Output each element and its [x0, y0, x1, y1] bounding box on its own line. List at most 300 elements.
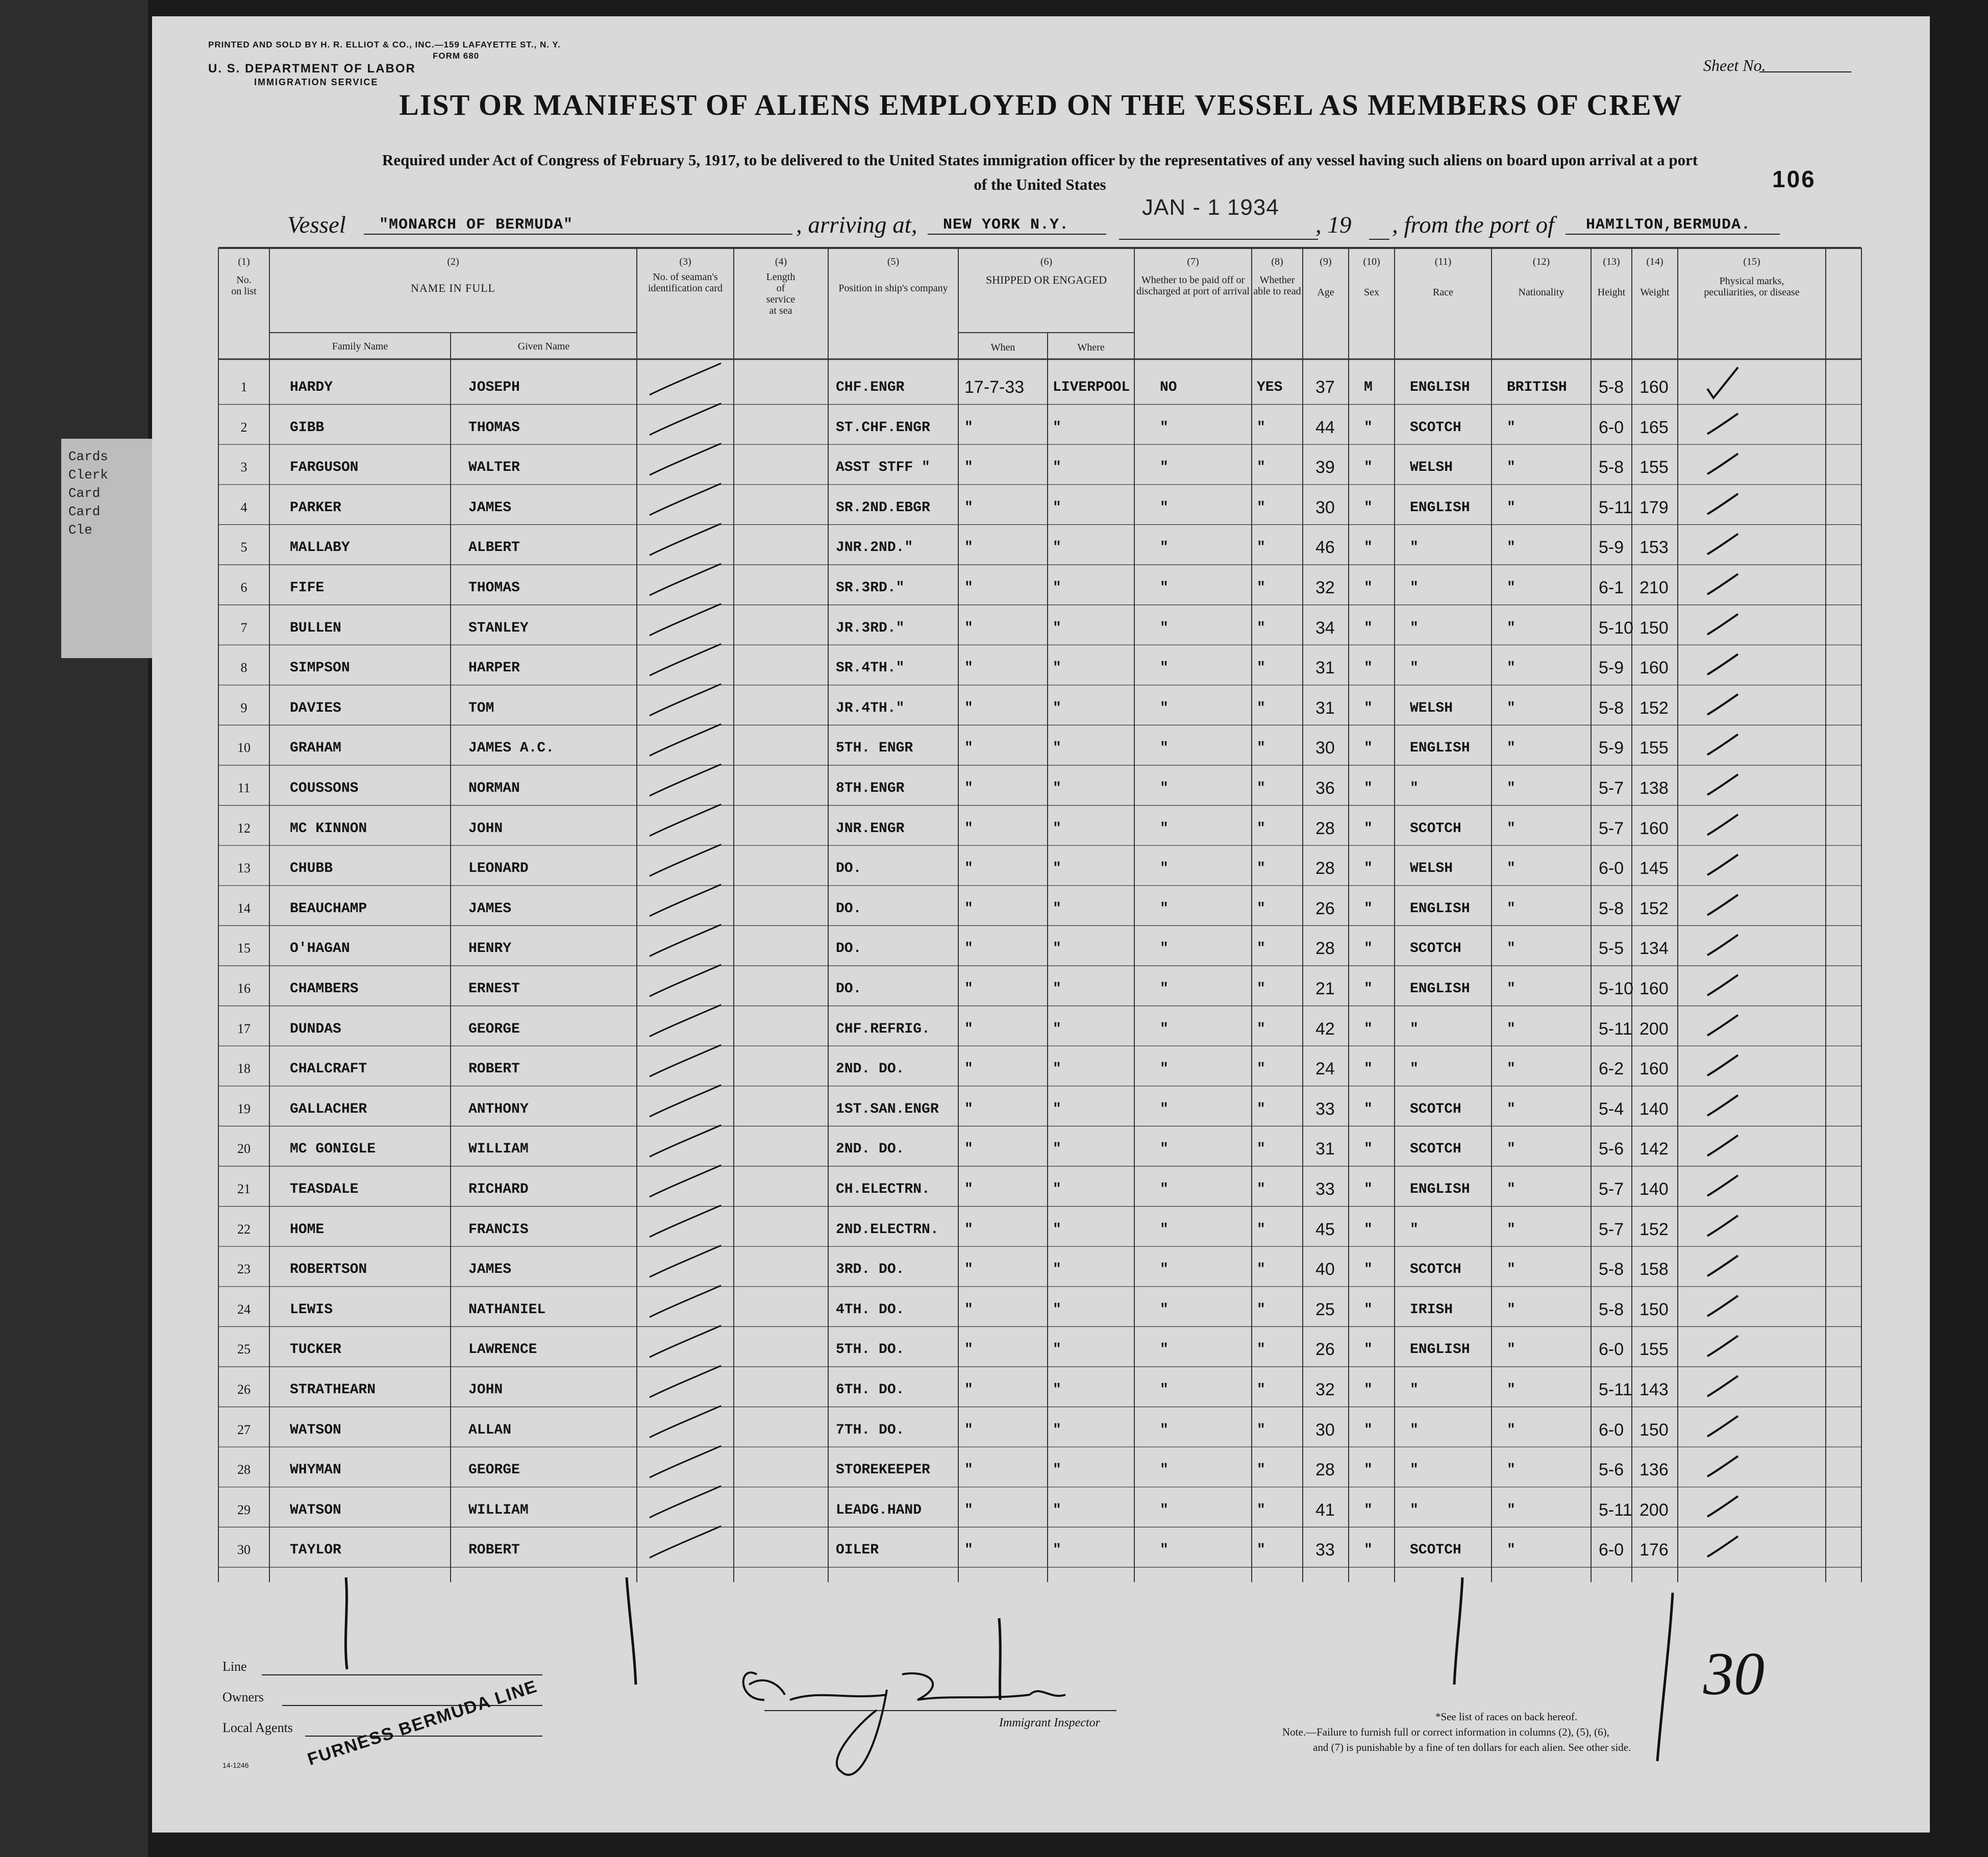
col-number: (7): [1187, 256, 1199, 267]
row-number: 27: [237, 1422, 251, 1437]
sex-cell: ": [1364, 1221, 1373, 1238]
weight-cell: 140: [1639, 1099, 1669, 1119]
page-title: LIST OR MANIFEST OF ALIENS EMPLOYED ON THE VESSEL AS MEMBERS OF CREW: [399, 88, 1683, 121]
col-number: (5): [887, 256, 900, 267]
weight-cell: 152: [1639, 1219, 1669, 1239]
local-agents-label: Local Agents: [222, 1720, 293, 1735]
position-cell: STOREKEEPER: [836, 1462, 930, 1478]
sex-cell: ": [1364, 1342, 1373, 1358]
shipped-when-cell: ": [964, 499, 973, 516]
family-name-cell: BULLEN: [290, 620, 341, 636]
col-number: (8): [1271, 256, 1283, 267]
sex-cell: ": [1364, 1021, 1373, 1037]
sex-cell: ": [1364, 499, 1373, 516]
row-number: 7: [240, 620, 247, 635]
row-number: 20: [237, 1141, 251, 1157]
height-cell: 5-11: [1599, 1500, 1632, 1520]
age-cell: 34: [1315, 618, 1335, 638]
height-cell: 6-0: [1599, 1340, 1624, 1360]
shipped-where-cell: ": [1053, 820, 1061, 837]
height-cell: 5-7: [1599, 779, 1624, 798]
race-cell: SCOTCH: [1410, 941, 1461, 957]
able-to-read-cell: ": [1257, 1141, 1265, 1158]
height-cell: 5-8: [1599, 898, 1624, 918]
nationality-cell: ": [1507, 1422, 1515, 1438]
given-name-cell: HENRY: [468, 941, 512, 957]
height-cell: 6-2: [1599, 1059, 1624, 1079]
shipped-when-cell: ": [964, 820, 973, 837]
weight-cell: 145: [1639, 859, 1669, 879]
family-name-cell: STRATHEARN: [290, 1382, 376, 1398]
scan-edge: [0, 0, 148, 1857]
height-cell: 5-5: [1599, 939, 1624, 959]
age-cell: 24: [1315, 1059, 1335, 1079]
nationality-cell: ": [1507, 419, 1515, 436]
row-number: 18: [237, 1061, 251, 1076]
fine-note: Note.—Failure to furnish full or correct information in columns (2), (5), (6),: [1282, 1726, 1609, 1738]
page-number: 106: [1772, 166, 1816, 192]
age-cell: 41: [1315, 1500, 1335, 1520]
able-to-read-cell: ": [1257, 419, 1265, 436]
side-card: [61, 439, 163, 658]
able-to-read-cell: ": [1257, 1021, 1265, 1037]
able-to-read-cell: ": [1257, 1462, 1265, 1478]
height-cell: 5-10: [1599, 618, 1634, 638]
col2a-header: Family Name: [332, 341, 388, 352]
paid-off-cell: ": [1160, 580, 1169, 596]
height-cell: 5-11: [1599, 1019, 1632, 1039]
paid-off-cell: ": [1160, 1301, 1169, 1318]
col-number: (12): [1532, 256, 1550, 267]
family-name-cell: ROBERTSON: [290, 1262, 367, 1278]
row-number: 13: [237, 861, 251, 876]
tally-stroke: [627, 1577, 636, 1685]
given-name-cell: HARPER: [468, 660, 520, 676]
row-number: 10: [237, 740, 251, 756]
nationality-cell: ": [1507, 820, 1515, 837]
row-number: 3: [240, 460, 247, 475]
row-number: 28: [237, 1462, 251, 1477]
age-cell: 30: [1315, 1420, 1335, 1440]
paid-off-cell: ": [1160, 900, 1169, 917]
given-name-cell: JOHN: [468, 1382, 503, 1398]
shipped-when-cell: ": [964, 1542, 973, 1559]
able-to-read-cell: YES: [1257, 380, 1283, 395]
able-to-read-cell: ": [1257, 660, 1265, 676]
race-cell: SCOTCH: [1410, 1141, 1461, 1158]
sex-cell: ": [1364, 540, 1373, 556]
weight-cell: 158: [1639, 1260, 1669, 1279]
weight-cell: 140: [1639, 1180, 1669, 1199]
sex-cell: ": [1364, 781, 1373, 796]
weight-cell: 160: [1639, 378, 1669, 397]
position-cell: JNR.ENGR: [836, 820, 905, 837]
able-to-read-cell: ": [1257, 1342, 1265, 1358]
paid-off-cell: ": [1160, 660, 1169, 676]
race-cell: WELSH: [1410, 861, 1453, 877]
weight-cell: 150: [1639, 618, 1669, 638]
family-name-cell: BEAUCHAMP: [290, 900, 367, 917]
able-to-read-cell: ": [1257, 1182, 1265, 1197]
shipped-when-cell: ": [964, 900, 973, 917]
able-to-read-cell: ": [1257, 620, 1265, 636]
age-cell: 32: [1315, 1380, 1335, 1399]
given-name-cell: ROBERT: [468, 1542, 520, 1559]
handwriting-layer: [152, 16, 1930, 1833]
given-name-cell: GEORGE: [468, 1462, 520, 1478]
position-cell: DO.: [836, 861, 862, 877]
sex-cell: ": [1364, 419, 1373, 436]
weight-cell: 210: [1639, 578, 1669, 597]
col-title: Weight: [1640, 287, 1670, 298]
sex-cell: ": [1364, 1141, 1373, 1158]
family-name-cell: HOME: [290, 1221, 325, 1238]
shipped-when-cell: ": [964, 781, 973, 796]
position-cell: JR.4TH.": [836, 700, 905, 716]
family-name-cell: TUCKER: [290, 1342, 341, 1358]
position-cell: 5TH. ENGR: [836, 740, 913, 757]
race-cell: ENGLISH: [1410, 1182, 1470, 1197]
position-cell: DO.: [836, 941, 862, 957]
weight-cell: 155: [1639, 458, 1669, 478]
given-name-cell: ERNEST: [468, 981, 520, 997]
position-cell: CH.ELECTRN.: [836, 1182, 930, 1197]
given-name-cell: ALBERT: [468, 540, 520, 556]
weight-cell: 150: [1639, 1299, 1669, 1319]
given-name-cell: THOMAS: [468, 580, 520, 596]
race-cell: WELSH: [1410, 460, 1453, 476]
col-number: (10): [1363, 256, 1380, 267]
paid-off-cell: NO: [1160, 380, 1177, 395]
sex-cell: ": [1364, 1462, 1373, 1478]
able-to-read-cell: ": [1257, 900, 1265, 917]
col-title: Physical marks, peculiarities, or disease: [1704, 275, 1800, 298]
paid-off-cell: ": [1160, 1462, 1169, 1478]
race-cell: SCOTCH: [1410, 1542, 1461, 1559]
nationality-cell: ": [1507, 660, 1515, 676]
row-number: 12: [237, 820, 251, 836]
shipped-when-cell: ": [964, 1301, 973, 1318]
shipped-where-cell: ": [1053, 1542, 1061, 1559]
height-cell: 5-11: [1599, 497, 1632, 517]
col-number: (2): [447, 256, 459, 267]
age-cell: 33: [1315, 1180, 1335, 1199]
height-cell: 5-8: [1599, 698, 1624, 718]
family-name-cell: GIBB: [290, 419, 325, 436]
shipped-when-cell: ": [964, 1021, 973, 1037]
nationality-cell: ": [1507, 941, 1515, 957]
sex-cell: ": [1364, 1382, 1373, 1398]
paid-off-cell: ": [1160, 1382, 1169, 1398]
paid-off-cell: ": [1160, 1542, 1169, 1559]
col-number: (6): [1040, 256, 1053, 267]
shipped-where-cell: ": [1053, 620, 1061, 636]
row-number: 17: [237, 1021, 251, 1036]
height-cell: 5-8: [1599, 1299, 1624, 1319]
paid-off-cell: ": [1160, 1221, 1169, 1238]
sex-cell: ": [1364, 1542, 1373, 1559]
col6b-header: Where: [1077, 342, 1105, 353]
age-cell: 26: [1315, 1340, 1335, 1360]
col-number: (3): [679, 256, 691, 267]
sex-cell: ": [1364, 1422, 1373, 1438]
position-cell: 2ND.ELECTRN.: [836, 1221, 939, 1238]
position-cell: ST.CHF.ENGR: [836, 419, 930, 436]
able-to-read-cell: ": [1257, 1382, 1265, 1398]
given-name-cell: ROBERT: [468, 1061, 520, 1077]
nationality-cell: ": [1507, 900, 1515, 917]
shipped-where-cell: ": [1053, 781, 1061, 796]
paid-off-cell: ": [1160, 1141, 1169, 1158]
paid-off-cell: ": [1160, 460, 1169, 476]
family-name-cell: LEWIS: [290, 1301, 333, 1318]
shipped-where-cell: ": [1053, 1101, 1061, 1117]
col-number: (1): [238, 256, 250, 267]
weight-cell: 179: [1639, 497, 1669, 517]
row-number: 2: [240, 419, 247, 435]
nationality-cell: ": [1507, 540, 1515, 556]
position-cell: 1ST.SAN.ENGR: [836, 1101, 939, 1117]
weight-cell: 143: [1639, 1380, 1669, 1399]
paid-off-cell: ": [1160, 540, 1169, 556]
shipped-when-cell: ": [964, 1502, 973, 1518]
col-title: NAME IN FULL: [411, 282, 495, 294]
row-number: 1: [240, 380, 247, 394]
paid-off-cell: ": [1160, 419, 1169, 436]
nationality-cell: ": [1507, 1262, 1515, 1278]
row-number: 23: [237, 1262, 251, 1277]
side-card-line: Card: [68, 486, 101, 501]
position-cell: 5TH. DO.: [836, 1342, 905, 1358]
col-title: Nationality: [1518, 287, 1564, 298]
shipped-where-cell: ": [1053, 1182, 1061, 1197]
given-name-cell: WALTER: [468, 460, 520, 476]
col-title: Age: [1317, 287, 1334, 298]
height-cell: 5-7: [1599, 818, 1624, 838]
col-title: Sex: [1364, 287, 1379, 298]
weight-cell: 200: [1639, 1019, 1669, 1039]
able-to-read-cell: ": [1257, 499, 1265, 516]
weight-cell: 160: [1639, 1059, 1669, 1079]
sex-cell: ": [1364, 1061, 1373, 1077]
shipped-when-cell: ": [964, 1462, 973, 1478]
height-cell: 6-0: [1599, 859, 1624, 879]
col-title: SHIPPED OR ENGAGED: [985, 273, 1107, 286]
position-cell: JR.3RD.": [836, 620, 905, 636]
race-cell: ENGLISH: [1410, 900, 1470, 917]
family-name-cell: MC GONIGLE: [290, 1141, 376, 1158]
nationality-cell: ": [1507, 861, 1515, 877]
col-number: (14): [1646, 256, 1663, 267]
shipped-where-cell: ": [1053, 1462, 1061, 1478]
shipped-when-cell: ": [964, 1382, 973, 1398]
paid-off-cell: ": [1160, 1342, 1169, 1358]
nationality-cell: ": [1507, 1221, 1515, 1238]
age-cell: 33: [1315, 1540, 1335, 1560]
year-prefix: , 19: [1315, 212, 1352, 238]
able-to-read-cell: ": [1257, 820, 1265, 837]
family-name-cell: WATSON: [290, 1422, 341, 1438]
col-title: Length of service at sea: [766, 271, 796, 316]
position-cell: 3RD. DO.: [836, 1262, 905, 1278]
sex-cell: ": [1364, 820, 1373, 837]
shipped-where-cell: ": [1053, 460, 1061, 476]
able-to-read-cell: ": [1257, 981, 1265, 997]
height-cell: 5-7: [1599, 1219, 1624, 1239]
col-number: (13): [1603, 256, 1620, 267]
shipped-when-cell: ": [964, 1141, 973, 1158]
sex-cell: ": [1364, 900, 1373, 917]
race-cell: ": [1410, 660, 1419, 676]
nationality-cell: ": [1507, 1301, 1515, 1318]
service: IMMIGRATION SERVICE: [254, 77, 379, 87]
shipped-where-cell: ": [1053, 900, 1061, 917]
shipped-when-cell: ": [964, 1342, 973, 1358]
department: U. S. DEPARTMENT OF LABOR: [208, 62, 416, 76]
shipped-where-cell: ": [1053, 580, 1061, 596]
sex-cell: ": [1364, 1301, 1373, 1318]
shipped-when-cell: ": [964, 1262, 973, 1278]
height-cell: 5-7: [1599, 1180, 1624, 1199]
shipped-when-cell: ": [964, 620, 973, 636]
row-number: 6: [240, 580, 247, 595]
sex-cell: ": [1364, 620, 1373, 636]
paid-off-cell: ": [1160, 820, 1169, 837]
sex-cell: ": [1364, 580, 1373, 596]
row-number: 14: [237, 900, 251, 916]
shipped-when-cell: ": [964, 660, 973, 676]
col-number: (11): [1434, 256, 1452, 267]
col-title: Position in ship's company: [838, 283, 948, 294]
sex-cell: ": [1364, 740, 1373, 757]
arriving-port: NEW YORK N.Y.: [943, 216, 1070, 234]
row-number: 8: [240, 660, 247, 675]
able-to-read-cell: ": [1257, 861, 1265, 877]
nationality-cell: ": [1507, 460, 1515, 476]
vessel-name: "MONARCH OF BERMUDA": [379, 216, 574, 234]
given-name-cell: LAWRENCE: [468, 1342, 537, 1358]
form-number: FORM 680: [433, 51, 480, 61]
paid-off-cell: ": [1160, 499, 1169, 516]
age-cell: 26: [1315, 898, 1335, 918]
age-cell: 31: [1315, 698, 1335, 718]
sex-cell: ": [1364, 1262, 1373, 1278]
position-cell: JNR.2ND.": [836, 540, 913, 556]
paid-off-cell: ": [1160, 781, 1169, 796]
race-cell: SCOTCH: [1410, 1101, 1461, 1117]
height-cell: 6-0: [1599, 1420, 1624, 1440]
vessel-label: Vessel: [287, 212, 346, 238]
col-title: Whether able to read: [1253, 274, 1301, 297]
height-cell: 6-0: [1599, 417, 1624, 437]
race-cell: ": [1410, 1462, 1419, 1478]
col-title: Race: [1433, 287, 1453, 298]
position-cell: SR.4TH.": [836, 660, 905, 676]
subtitle-line: Required under Act of Congress of February 5, 1917, to be delivered to the United States immigration officer by the representatives of any vessel having such aliens on board upon arrival at a port: [382, 151, 1698, 169]
family-name-cell: MC KINNON: [290, 820, 367, 837]
shipped-when-cell: ": [964, 540, 973, 556]
row-number: 15: [237, 941, 251, 956]
paid-off-cell: ": [1160, 1262, 1169, 1278]
weight-cell: 152: [1639, 898, 1669, 918]
shipped-when-cell: ": [964, 419, 973, 436]
age-cell: 30: [1315, 738, 1335, 758]
race-cell: ENGLISH: [1410, 499, 1470, 516]
able-to-read-cell: ": [1257, 1061, 1265, 1077]
family-name-cell: MALLABY: [290, 540, 350, 556]
manifest-page: [152, 16, 1930, 1833]
shipped-where-cell: ": [1053, 740, 1061, 757]
row-number: 29: [237, 1502, 251, 1517]
paid-off-cell: ": [1160, 740, 1169, 757]
height-cell: 5-8: [1599, 378, 1624, 397]
able-to-read-cell: ": [1257, 740, 1265, 757]
paid-off-cell: ": [1160, 700, 1169, 716]
given-name-cell: THOMAS: [468, 419, 520, 436]
position-cell: DO.: [836, 981, 862, 997]
position-cell: SR.2ND.EBGR: [836, 499, 930, 516]
row-number: 9: [240, 700, 247, 715]
given-name-cell: WILLIAM: [468, 1502, 529, 1518]
race-cell: ENGLISH: [1410, 740, 1470, 757]
position-cell: 2ND. DO.: [836, 1061, 905, 1077]
row-number: 16: [237, 981, 251, 996]
shipped-where-cell: ": [1053, 1422, 1061, 1438]
position-cell: 7TH. DO.: [836, 1422, 905, 1438]
given-name-cell: JAMES: [468, 900, 512, 917]
shipped-when-cell: ": [964, 941, 973, 957]
row-number: 26: [237, 1382, 251, 1397]
from-label: , from the port of: [1392, 212, 1555, 238]
paid-off-cell: ": [1160, 1502, 1169, 1518]
age-cell: 28: [1315, 859, 1335, 879]
height-cell: 6-1: [1599, 578, 1624, 597]
age-cell: 28: [1315, 939, 1335, 959]
able-to-read-cell: ": [1257, 460, 1265, 476]
age-cell: 44: [1315, 417, 1335, 437]
shipped-when-cell: ": [964, 1422, 973, 1438]
given-name-cell: NATHANIEL: [468, 1301, 546, 1318]
race-cell: SCOTCH: [1410, 1262, 1461, 1278]
family-name-cell: WATSON: [290, 1502, 341, 1518]
age-cell: 46: [1315, 538, 1335, 558]
age-cell: 28: [1315, 1460, 1335, 1480]
col-title: No. on list: [231, 274, 257, 297]
race-cell: ": [1410, 1221, 1419, 1238]
shipped-where-cell: ": [1053, 1262, 1061, 1278]
row-number: 25: [237, 1342, 251, 1357]
height-cell: 5-9: [1599, 538, 1624, 558]
nationality-cell: ": [1507, 1542, 1515, 1559]
inspector-line: [764, 1710, 1116, 1711]
race-cell: ENGLISH: [1410, 1342, 1470, 1358]
shipped-where-cell: ": [1053, 700, 1061, 716]
paid-off-cell: ": [1160, 941, 1169, 957]
nationality-cell: ": [1507, 740, 1515, 757]
weight-cell: 160: [1639, 818, 1669, 838]
paid-off-cell: ": [1160, 1021, 1169, 1037]
given-name-cell: TOM: [468, 700, 494, 716]
age-cell: 45: [1315, 1219, 1335, 1239]
height-cell: 5-6: [1599, 1139, 1624, 1159]
able-to-read-cell: ": [1257, 1221, 1265, 1238]
age-cell: 28: [1315, 818, 1335, 838]
height-cell: 5-6: [1599, 1460, 1624, 1480]
col6a-header: When: [990, 342, 1015, 353]
family-name-cell: CHALCRAFT: [290, 1061, 367, 1077]
shipped-where-cell: ": [1053, 1021, 1061, 1037]
weight-cell: 134: [1639, 939, 1669, 959]
